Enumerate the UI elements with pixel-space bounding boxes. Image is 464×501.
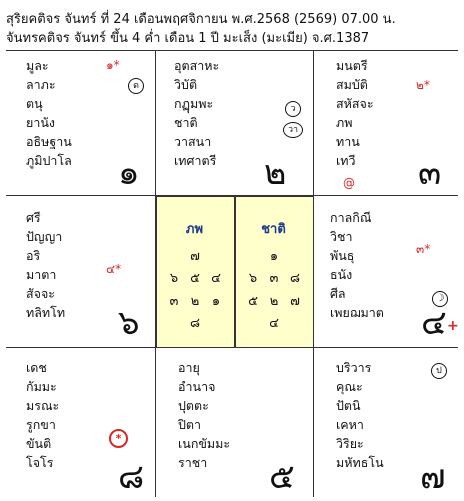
house-5-item: ปุตตะ xyxy=(178,398,209,413)
center-left-value: ๑ xyxy=(211,294,221,309)
center-left-title: ภพ xyxy=(185,222,204,237)
center-left-value: ๔ xyxy=(211,271,221,286)
house-3-item: มนตรี xyxy=(336,58,368,73)
house-4-item: ธนัง xyxy=(330,267,353,282)
house-7-item: บริวาร xyxy=(336,360,372,375)
house-2-item: ชาติ xyxy=(174,115,198,130)
house-6-item: ปัญญา xyxy=(26,229,63,244)
center-right-value: ๓ xyxy=(269,271,279,286)
house-4-item: วิชา xyxy=(330,229,353,244)
house-7-item: คุณะ xyxy=(336,379,363,394)
house-6-item: ศรี xyxy=(26,210,41,225)
house-1-item: มูละ xyxy=(26,58,49,73)
house-6-item: ทลิทโท xyxy=(26,305,66,320)
house-2-item: กฏุมพะ xyxy=(174,96,214,111)
house-2-number: ๒ xyxy=(264,153,287,193)
house-3-number: ๓ xyxy=(418,153,442,193)
house-3-symbol-mark: @ xyxy=(343,176,355,190)
center-left-value: ๓ xyxy=(169,294,179,309)
house-1-item: ตนุ xyxy=(26,96,43,111)
center-right-value: ๕ xyxy=(248,294,258,309)
house-5-item: ราชา xyxy=(178,455,208,470)
house-5-item: ปิตา xyxy=(178,417,202,432)
house-7-circle-mark: ป xyxy=(431,363,447,379)
horoscope-grid xyxy=(6,50,458,497)
house-3-item: สมบัติ xyxy=(336,77,368,92)
house-5-item: อำนาจ xyxy=(178,379,216,394)
house-2-items xyxy=(174,56,219,170)
center-right-value: ๒ xyxy=(269,294,279,309)
house-8-number: ๘ xyxy=(118,457,145,497)
house-2-circle-mark: ว xyxy=(285,101,301,117)
house-6-planet-mark: ๔* xyxy=(106,262,122,276)
house-2-item: อุตสาหะ xyxy=(174,58,220,73)
moon-icon: ☽ xyxy=(432,291,448,307)
house-2-item: วาสนา xyxy=(174,134,212,149)
house-8-item: โจโร xyxy=(26,455,54,470)
house-8-items xyxy=(26,358,59,472)
house-2-circle-mark: วา xyxy=(283,122,303,138)
house-1-item: ภูมิปาโล xyxy=(26,153,72,168)
center-right-title: ชาติ xyxy=(261,222,286,237)
house-7-items xyxy=(336,358,384,472)
house-2-item: เทศาตรี xyxy=(174,153,217,168)
center-right-value: ๑ xyxy=(269,249,279,264)
house-1-item: ยานัง xyxy=(26,115,55,130)
house-1-items xyxy=(26,56,72,170)
house-5-item: เนกขัมมะ xyxy=(178,436,231,451)
house-3-item: ทาน xyxy=(336,134,360,149)
center-left-value: ๘ xyxy=(189,316,201,331)
header-lunar-date: จันทรคติจร จันทร์ ขึ้น 4 ค่ำ เดือน 1 ปี มะเส็ง (มะเมีย) จ.ศ.1387 xyxy=(6,31,370,46)
house-3-item: ภพ xyxy=(336,115,353,130)
house-1-number: ๑ xyxy=(118,153,140,193)
header-solar-date: สุริยคติจร จันทร์ ที่ 24 เดือนพฤศจิกายน พ.ศ.2568 (2569) 07.00 น. xyxy=(6,12,396,27)
house-4-item: ศีล xyxy=(330,286,346,301)
house-7-item: มหัทธโน xyxy=(336,455,384,470)
house-4-item: เพยฌมาต xyxy=(330,305,384,320)
center-left-value: ๗ xyxy=(190,249,200,264)
center-left-value: ๕ xyxy=(190,271,200,286)
house-1-item: ลาภะ xyxy=(26,77,56,92)
house-5-item: อายุ xyxy=(178,360,200,375)
house-8-red-circle-mark: * xyxy=(109,429,128,448)
house-6-item: สัจจะ xyxy=(26,286,55,301)
house-4-item: กาลกิณี xyxy=(330,210,372,225)
house-1-planet-mark: ๑* xyxy=(106,58,120,72)
house-3-planet-mark: ๒* xyxy=(416,78,430,92)
center-right-value: ๗ xyxy=(290,294,300,309)
center-right-value: ๘ xyxy=(289,271,301,286)
house-4-number: ๔ xyxy=(421,303,447,343)
house-4-item: พันธุ xyxy=(330,248,355,263)
house-8-item: มรณะ xyxy=(26,398,60,413)
house-2-item: วิบัติ xyxy=(174,77,198,92)
house-4-items xyxy=(330,208,384,322)
house-6-item: อริ xyxy=(26,248,41,263)
house-5-number: ๕ xyxy=(269,457,295,497)
house-6-number: ๖ xyxy=(118,303,140,343)
house-7-item: เคหา xyxy=(336,417,364,432)
house-4-plus-mark: + xyxy=(447,318,459,334)
house-3-item: เทวี xyxy=(336,153,356,168)
center-left-value: ๒ xyxy=(190,294,200,309)
house-8-item: เดช xyxy=(26,360,47,375)
house-8-item: ขันติ xyxy=(26,436,52,451)
house-4-planet-mark: ๓* xyxy=(416,242,431,256)
house-7-number: ๗ xyxy=(420,457,446,497)
house-1-item: อธิษฐาน xyxy=(26,134,72,149)
house-1-circle-mark: ด xyxy=(128,78,144,94)
house-5-items xyxy=(178,358,230,472)
house-8-item: กัมมะ xyxy=(26,379,57,394)
house-7-item: วิริยะ xyxy=(336,436,364,451)
center-right-value: ๖ xyxy=(248,271,258,286)
house-7-item: ปัตนิ xyxy=(336,398,361,413)
house-3-items xyxy=(336,56,374,170)
house-8-item: รูกขา xyxy=(26,417,56,432)
center-left-value: ๖ xyxy=(169,271,179,286)
house-6-item: มาตา xyxy=(26,267,57,282)
grid-line-top xyxy=(6,50,458,51)
house-3-item: สหัสจะ xyxy=(336,96,374,111)
house-6-items xyxy=(26,208,65,322)
center-right-value: ๔ xyxy=(269,316,279,331)
